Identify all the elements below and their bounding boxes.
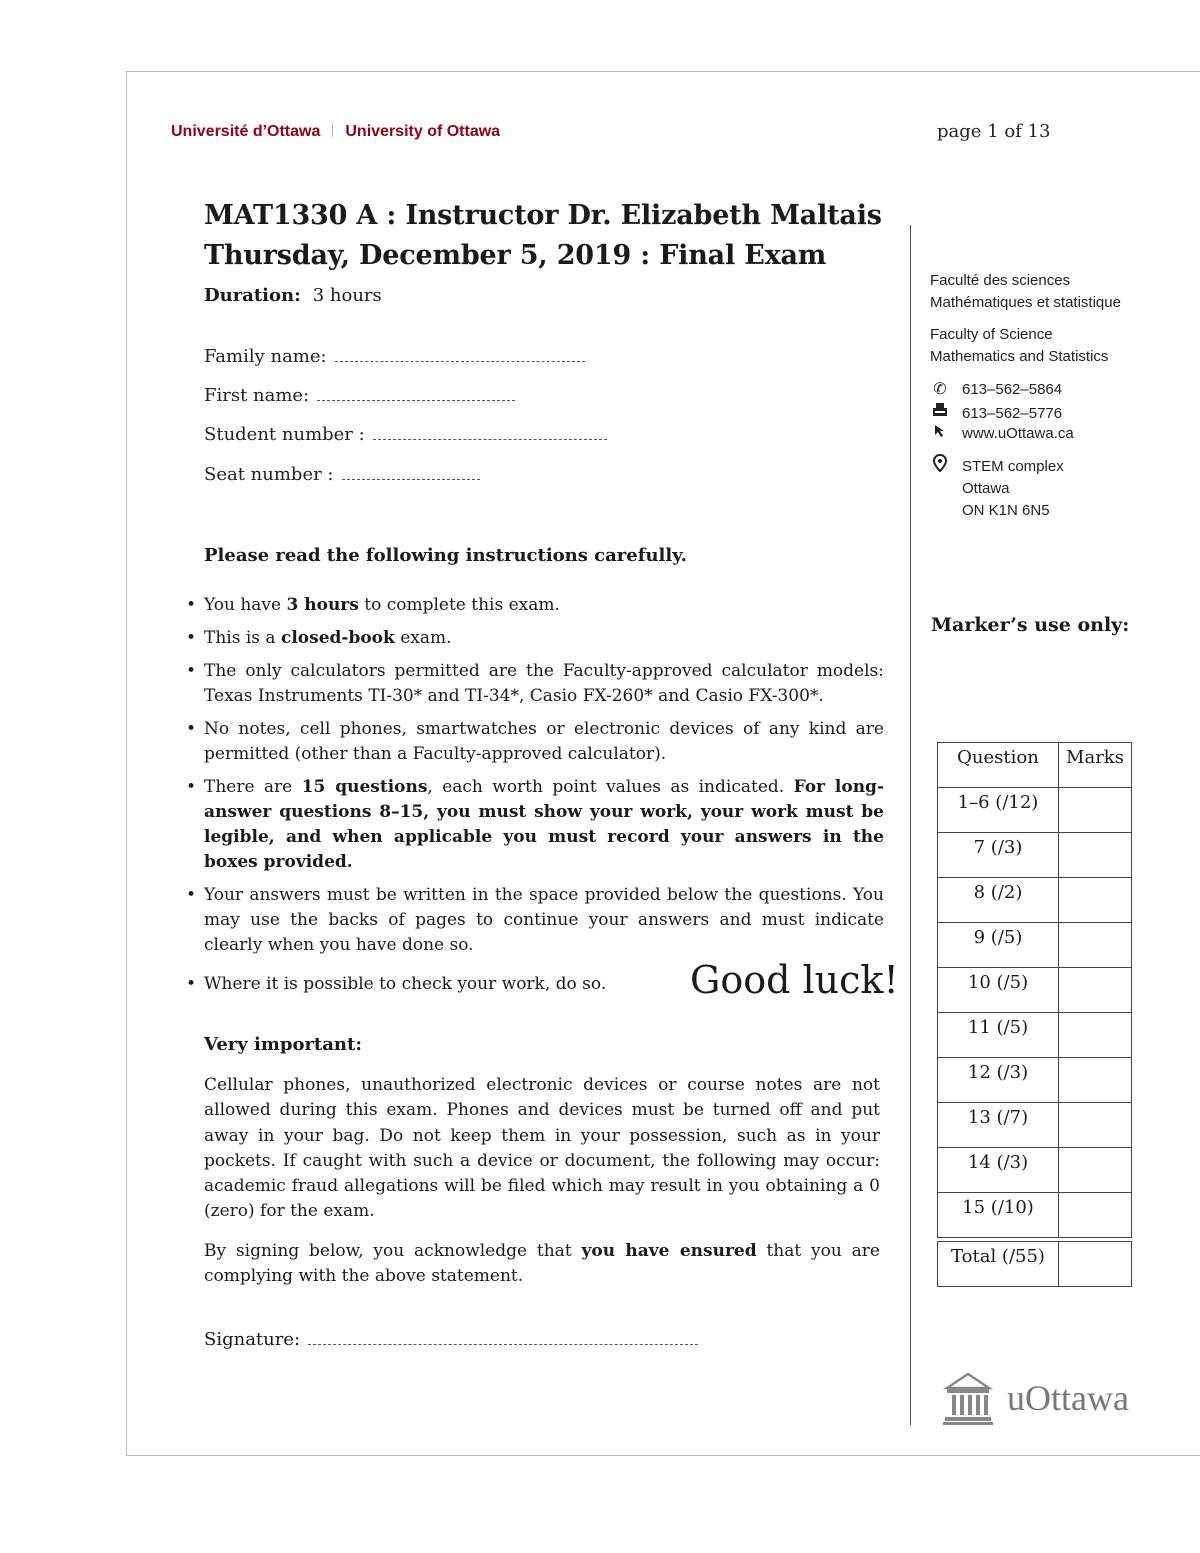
university-name-en: University of Ottawa [345, 123, 501, 140]
address-line-1: STEM complex [962, 458, 1064, 475]
uottawa-logo [943, 1370, 1129, 1426]
text: By signing below, you acknowledge that [204, 1241, 582, 1261]
total-label-cell: Total (/55) [938, 1242, 1059, 1287]
marker-heading: Marker’s use only: [931, 614, 1130, 636]
table-row [938, 788, 1132, 833]
address-block [962, 456, 1064, 522]
text: Where it is possible to check your work, do so. [204, 974, 607, 994]
address-line-2: Ottawa [962, 480, 1010, 497]
table-row [938, 1193, 1132, 1238]
title-line-2: Thursday, December 5, 2019 : Final Exam [204, 240, 827, 271]
text: No notes, cell phones, smartwatches or electronic devices of any kind are permitted (other than a Faculty-approved calculator). [204, 719, 884, 764]
instructions-heading: Please read the following instructions carefully. [204, 545, 687, 566]
cursor-icon [930, 424, 950, 443]
question-cell: 8 (/2) [938, 878, 1059, 923]
duration-value: 3 hours [312, 285, 382, 306]
seat-number-line[interactable] [342, 465, 480, 480]
list-item [184, 775, 884, 875]
list-item [184, 659, 884, 709]
department-en: Mathematics and Statistics [930, 348, 1109, 365]
fax-number: 613–562–5776 [962, 405, 1063, 422]
duration [204, 285, 382, 306]
acknowledgement-paragraph [204, 1239, 880, 1290]
marks-cell[interactable] [1059, 878, 1132, 923]
first-name-label: First name: [204, 385, 310, 406]
table-row [938, 1058, 1132, 1103]
phone-icon: ✆ [933, 381, 947, 398]
family-name-field[interactable] [204, 346, 585, 367]
seat-number-field[interactable] [204, 464, 480, 485]
first-name-field[interactable] [204, 385, 515, 406]
first-name-line[interactable] [317, 386, 515, 401]
address-row [930, 454, 1064, 522]
marks-cell[interactable] [1059, 1013, 1132, 1058]
marks-cell[interactable] [1059, 788, 1132, 833]
text: that you are complying with the above statement. [204, 1241, 880, 1287]
list-item [184, 593, 884, 618]
page-number: page 1 of 13 [937, 121, 1051, 142]
text: , each worth point values as indicated. [427, 777, 794, 797]
text: This is a [204, 628, 281, 648]
university-name-fr: Université d’Ottawa [171, 123, 321, 140]
bullet-icon: • [186, 974, 197, 994]
web-row [930, 424, 1074, 443]
text-bold: 3 hours [286, 595, 359, 615]
duration-label: Duration: [204, 285, 301, 306]
signature-label: Signature: [204, 1329, 301, 1350]
marks-cell[interactable] [1059, 1058, 1132, 1103]
building-icon [943, 1370, 993, 1426]
website-link[interactable]: www.uOttawa.ca [962, 425, 1074, 442]
bullet-icon: • [186, 595, 197, 615]
question-cell: 15 (/10) [938, 1193, 1059, 1238]
table-row [938, 968, 1132, 1013]
marks-cell[interactable] [1059, 923, 1132, 968]
student-number-field[interactable] [204, 424, 607, 445]
title-line-1: MAT1330 A : Instructor Dr. Elizabeth Maltais [204, 200, 882, 231]
text: exam. [394, 628, 452, 648]
column-header-marks: Marks [1059, 743, 1132, 788]
marks-table [937, 742, 1132, 1287]
column-header-question: Question [938, 743, 1059, 788]
address-line-3: ON K1N 6N5 [962, 502, 1050, 519]
student-number-label: Student number : [204, 424, 365, 445]
good-luck-text: Good luck! [690, 958, 899, 1002]
total-marks-cell[interactable] [1059, 1242, 1132, 1287]
total-row [938, 1242, 1132, 1287]
faculty-en: Faculty of Science [930, 326, 1053, 343]
bullet-icon: • [186, 628, 197, 648]
marks-cell[interactable] [1059, 1103, 1132, 1148]
text: The only calculators permitted are the Faculty-approved calculator models: Texas Instruments TI-30* and TI-34*, Casio FX-260* and Casio FX-300*. [204, 661, 884, 706]
text: You have [204, 595, 287, 615]
marks-cell[interactable] [1059, 968, 1132, 1013]
text: to complete this exam. [358, 595, 560, 615]
list-item [184, 626, 884, 651]
faculty-fr: Faculté des sciences [930, 272, 1071, 289]
phone-row [930, 379, 1062, 399]
header-divider [332, 123, 333, 137]
bullet-icon: • [186, 777, 197, 797]
marks-cell[interactable] [1059, 833, 1132, 878]
question-cell: 14 (/3) [938, 1148, 1059, 1193]
question-cell: 12 (/3) [938, 1058, 1059, 1103]
text-bold: you have ensured [581, 1241, 757, 1261]
table-row [938, 1148, 1132, 1193]
family-name-line[interactable] [335, 347, 585, 362]
question-cell: 9 (/5) [938, 923, 1059, 968]
list-item [184, 883, 884, 958]
fax-row [930, 402, 1062, 423]
phone-number: 613–562–5864 [962, 381, 1063, 398]
text-bold: closed-book [280, 628, 395, 648]
university-header [171, 123, 500, 141]
question-cell: 11 (/5) [938, 1013, 1059, 1058]
list-item [184, 717, 884, 767]
seat-number-label: Seat number : [204, 464, 334, 485]
vertical-divider [910, 225, 911, 1425]
question-cell: 7 (/3) [938, 833, 1059, 878]
table-row [938, 878, 1132, 923]
very-important-heading: Very important: [204, 1034, 362, 1055]
map-pin-icon [930, 454, 950, 477]
department-fr: Mathématiques et statistique [930, 294, 1121, 311]
text-bold: For long-answer questions 8–15, you must show your work, your work must be legible, and when applicable you must record your answers in the boxes provided. [204, 777, 885, 872]
question-cell: 1–6 (/12) [938, 788, 1059, 833]
student-number-line[interactable] [373, 425, 607, 440]
exam-title [204, 196, 882, 276]
table-row [938, 1103, 1132, 1148]
bullet-icon: • [186, 719, 197, 739]
exam-page [126, 71, 1200, 1456]
question-cell: 10 (/5) [938, 968, 1059, 1013]
table-row [938, 1013, 1132, 1058]
marks-cell[interactable] [1059, 1148, 1132, 1193]
instructions-list [184, 593, 884, 1005]
text: Your answers must be written in the space provided below the questions. You may use the backs of pages to continue your answers and must indicate clearly when you have done so. [204, 885, 884, 955]
table-row [938, 923, 1132, 968]
signature-line[interactable] [308, 1330, 698, 1345]
fax-icon [930, 402, 950, 423]
bullet-icon: • [186, 661, 197, 681]
bullet-icon: • [186, 885, 197, 905]
logo-wordmark: uOttawa [1007, 1378, 1129, 1418]
marks-cell[interactable] [1059, 1193, 1132, 1238]
family-name-label: Family name: [204, 346, 327, 367]
table-row [938, 833, 1132, 878]
important-paragraph: Cellular phones, unauthorized electronic devices or course notes are not allowed during this exam. Phones and devices must be turned off and put away in your bag. Do not keep them in your possession, such as in your pockets. If caught with such a device or document, the following may occur: academic fraud allegations will be filed which may result in you obtaining a 0 (zero) for the exam. [204, 1075, 880, 1222]
text: There are [204, 777, 302, 797]
signature-field[interactable] [204, 1329, 698, 1350]
table-header-row [938, 743, 1132, 788]
text-bold: 15 questions [301, 777, 428, 797]
question-cell: 13 (/7) [938, 1103, 1059, 1148]
